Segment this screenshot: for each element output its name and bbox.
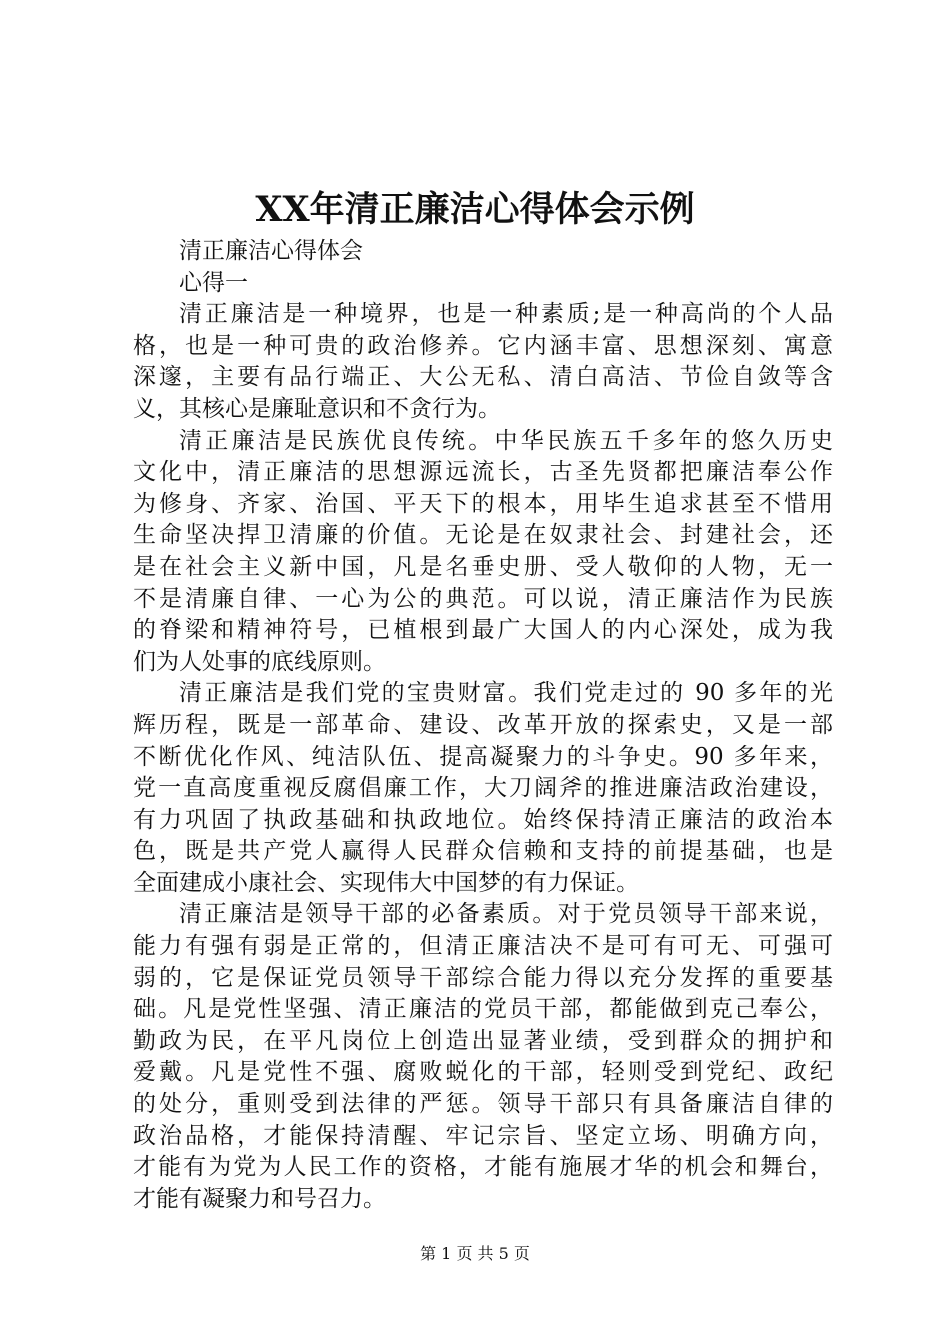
- text-line: 不是清廉自律、一心为公的典范。可以说，清正廉洁作为民族: [133, 585, 833, 612]
- section-heading: 清正廉洁心得体会: [179, 238, 363, 264]
- text-line: 全面建成小康社会、实现伟大中国梦的有力保证。: [133, 869, 639, 896]
- document-body: [133, 236, 833, 1215]
- text-line: 辉历程，既是一部革命、建设、改革开放的探索史，又是一部: [133, 711, 833, 738]
- page-footer: 第 1 页 共 5 页: [420, 1244, 530, 1263]
- text-line: 格，也是一种可贵的政治修养。它内涵丰富、思想深刻、寓意: [133, 332, 833, 359]
- text-line: 清正廉洁是一种境界，也是一种素质;是一种高尚的个人品: [179, 301, 833, 328]
- text-line: 清正廉洁是民族优良传统。中华民族五千多年的悠久历史: [179, 427, 833, 454]
- text-line: 清正廉洁是领导干部的必备素质。对于党员领导干部来说，: [179, 901, 833, 928]
- text-line: 不断优化作风、纯洁队伍、提高凝聚力的斗争史。90 多年来，: [133, 743, 833, 770]
- text-line: 才能有为党为人民工作的资格，才能有施展才华的机会和舞台，: [133, 1154, 833, 1181]
- text-line: 的脊梁和精神符号，已植根到最广大国人的内心深处，成为我: [133, 617, 833, 644]
- text-line: 能力有强有弱是正常的，但清正廉洁决不是可有可无、可强可: [133, 933, 833, 960]
- text-line: 的处分，重则受到法律的严惩。领导干部只有具备廉洁自律的: [133, 1091, 833, 1118]
- text-line: 爱戴。凡是党性不强、腐败蜕化的干部，轻则受到党纪、政纪: [133, 1059, 833, 1086]
- text-line: 政治品格，才能保持清醒、牢记宗旨、坚定立场、明确方向，: [133, 1122, 833, 1149]
- text-line: 勤政为民，在平凡岗位上创造出显著业绩，受到群众的拥护和: [133, 1027, 833, 1054]
- text-line: 是在社会主义新中国，凡是名垂史册、受人敬仰的人物，无一: [133, 553, 833, 580]
- text-line: 弱的，它是保证党员领导干部综合能力得以充分发挥的重要基: [133, 964, 833, 991]
- text-line: 才能有凝聚力和号召力。: [133, 1185, 386, 1212]
- text-line: 础。凡是党性坚强、清正廉洁的党员干部，都能做到克己奉公，: [133, 996, 833, 1023]
- text-line: 文化中，清正廉洁的思想源远流长，古圣先贤都把廉洁奉公作: [133, 459, 833, 486]
- text-line: 有力巩固了执政基础和执政地位。始终保持清正廉洁的政治本: [133, 806, 833, 833]
- document-title: XX年清正廉洁心得体会示例: [255, 189, 695, 230]
- text-line: 清正廉洁是我们党的宝贵财富。我们党走过的 90 多年的光: [179, 680, 833, 707]
- text-line: 深邃，主要有品行端正、大公无私、清白高洁、节俭自敛等含: [133, 364, 833, 391]
- subsection-heading: 心得一: [179, 269, 248, 296]
- text-line: 们为人处事的底线原则。: [133, 648, 386, 675]
- text-line: 生命坚决捍卫清廉的价值。无论是在奴隶社会、封建社会，还: [133, 522, 833, 549]
- text-line: 为修身、齐家、治国、平天下的根本，用毕生追求甚至不惜用: [133, 490, 833, 517]
- text-line: 义，其核心是廉耻意识和不贪行为。: [133, 395, 501, 422]
- text-line: 党一直高度重视反腐倡廉工作，大刀阔斧的推进廉洁政治建设，: [133, 775, 833, 802]
- text-line: 色，既是共产党人赢得人民群众信赖和支持的前提基础，也是: [133, 838, 833, 865]
